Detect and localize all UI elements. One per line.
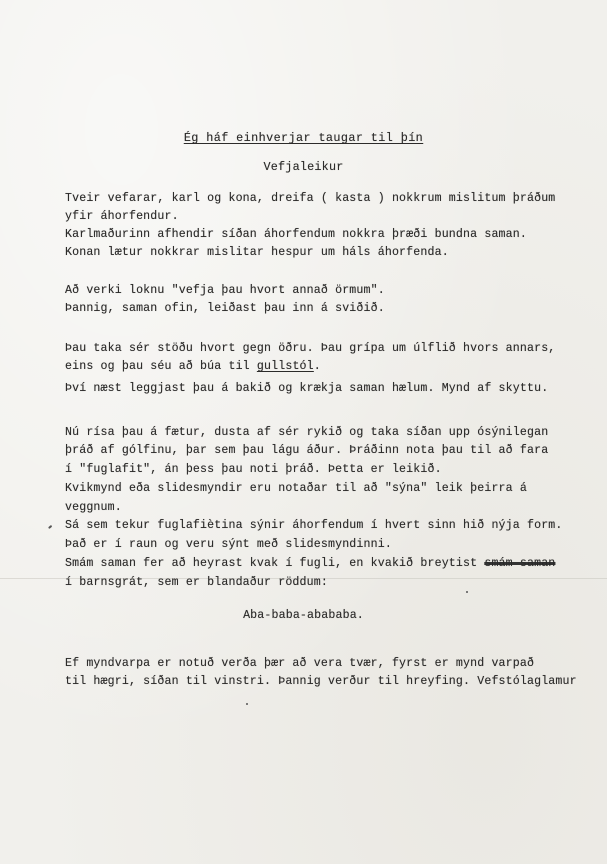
- text-line-8-start: eins og þau séu að búa til: [65, 360, 257, 373]
- text-line-21: til hægri, síðan til vinstri. Þannig verður til hreyfing. Vefstólaglamur: [65, 675, 577, 688]
- text-line-10: Nú rísa þau á fætur, dusta af sér rykið og taka síðan upp ósýnilegan: [65, 426, 549, 439]
- struck-out-words: smám saman: [484, 557, 556, 570]
- text-line-11: þráð af gólfinu, þar sem þau lágu áður. Þráðinn nota þau til að fara: [65, 444, 549, 457]
- text-line-16: Það er í raun og veru sýnt með slidesmyndinni.: [65, 538, 392, 551]
- text-line-18: í barnsgrát, sem er blandaður röddum:: [65, 576, 328, 589]
- text-line-20: Ef myndvarpa er notuð verða þær að vera tvær, fyrst er mynd varpað: [65, 657, 535, 670]
- text-line-14: veggnum.: [65, 501, 122, 514]
- text-line-7: Þau taka sér stöðu hvort gegn öðru. Þau grípa um úlflið hvors annars,: [65, 342, 556, 355]
- text-line-15: Sá sem tekur fuglafiètina sýnir áhorfendum í hvert sinn hið nýja form.: [65, 519, 563, 532]
- text-line-2: yfir áhorfendur.: [65, 210, 179, 223]
- text-line-9: Því næst leggjast þau á bakið og krækja saman hælum. Mynd af skyttu.: [65, 382, 549, 395]
- text-line-17: [65, 557, 555, 571]
- text-line-12: í "fuglafit", án þess þau noti þráð. Þetta er leikið.: [65, 463, 442, 476]
- text-line-3: Karlmaðurinn afhendir síðan áhorfendum nokkra þræði bundna saman.: [65, 228, 527, 241]
- text-line-6: Þannig, saman ofin, leiðast þau inn á sviðið.: [65, 302, 385, 315]
- document-subtitle: Vefjaleikur: [263, 160, 344, 174]
- text-line-8-end: .: [313, 360, 321, 373]
- text-line-8: [65, 360, 321, 374]
- text-line-4: Konan lætur nokkrar mislitar hespur um háls áhorfenda.: [65, 246, 449, 259]
- underlined-word-gullstol: gullstól: [256, 360, 314, 373]
- text-line-5: Að verki loknu "vefja þau hvort annað örmum".: [65, 284, 385, 297]
- text-line-13: Kvikmynd eða slidesmyndir eru notaðar til að "sýna" leik þeirra á: [65, 482, 527, 495]
- ink-dot: [246, 703, 248, 705]
- document-title: Ég háf einhverjar taugar til þín: [183, 131, 424, 145]
- ink-dot: [466, 591, 468, 593]
- text-line-1: Tveir vefarar, karl og kona, dreifa ( kasta ) nokkrum mislitum þráðum: [65, 192, 556, 205]
- text-line-19: Aba-baba-abababa.: [243, 609, 364, 622]
- text-line-17-start: Smám saman fer að heyrast kvak í fugli, en kvakið breytist: [65, 557, 485, 570]
